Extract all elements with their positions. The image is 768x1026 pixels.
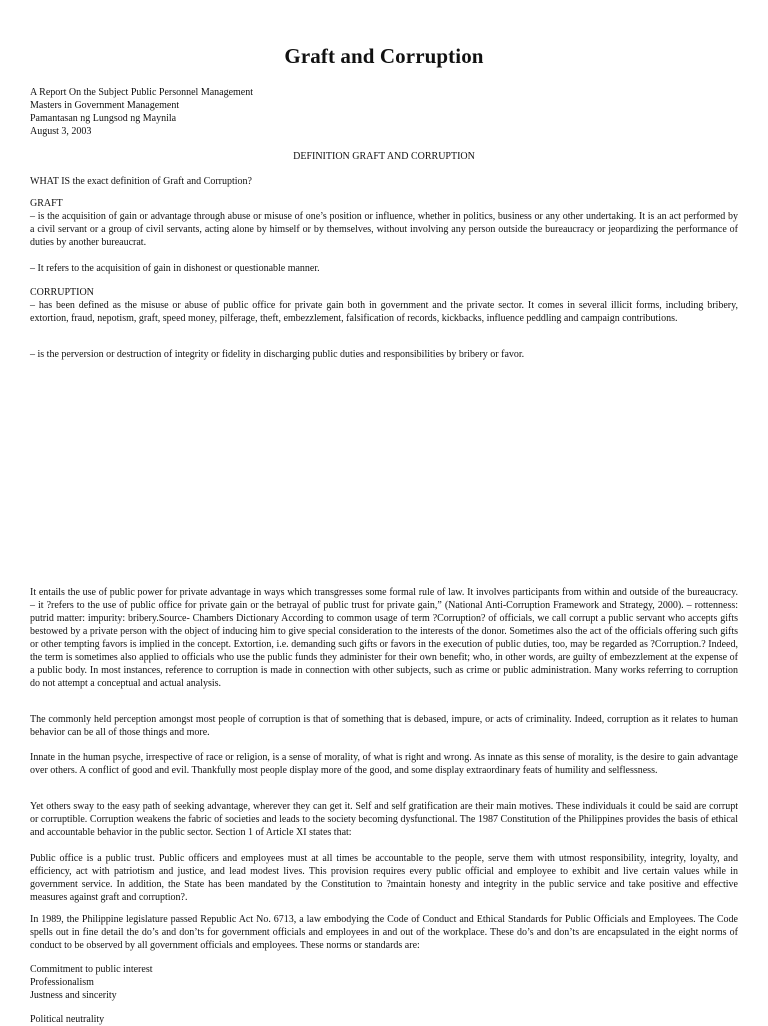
paragraph [30, 800, 738, 839]
graft-definition-2 [30, 262, 738, 275]
corruption-def2: – is the perversion or destruction of integrity or fidelity in discharging public duties and responsibilities by bribery or favor. [30, 349, 525, 360]
corruption-definition [30, 286, 738, 325]
meta-date: August 3, 2003 [30, 126, 92, 137]
document-title: Graft and Corruption [284, 44, 484, 68]
paragraph-text: Public office is a public trust. Public officers and employees must at all times be accountable to the people, serve them with utmost responsibility, integrity, loyalty, and efficiency, act with patriotism and justice, and lead modest lives. This provision requires every public official and employee to exhibit and live certain values while in government service. In addition, the State has been mandated by the Constitution to ?maintain honesty and integrity in the public service and take positive and effective measures against graft and corruption?. [30, 853, 738, 903]
meta-university: Pamantasan ng Lungsod ng Maynila [30, 113, 177, 124]
graft-def1: – is the acquisition of gain or advantage through abuse or misuse of one’s position or influence, whether in politics, business or any other undertaking. It is an act performed by a civil servant or a group of civil servants, acting alone by himself or by themselves, without involving any person outside the bureaucracy or jeopardizing the performance of duties by another bureaucrat. [30, 211, 738, 248]
corruption-label: CORRUPTION [30, 287, 94, 298]
norms-list [30, 963, 153, 1002]
list-item: Political neutrality [30, 1014, 105, 1025]
paragraph-text: In 1989, the Philippine legislature passed Republic Act No. 6713, a law embodying the Code of Conduct and Ethical Standards for Public Officials and Employees. The Code spells out in fine detail the do’s and don’ts for government officials and employees in and out of the workplace. These do’s and don’ts are encapsulated in the eight norms of conduct to be observed by all government officials and employees. These norms or standards are: [30, 914, 738, 951]
list-item: Commitment to public interest [30, 964, 153, 975]
meta-subject: A Report On the Subject Public Personnel Management [30, 87, 254, 98]
meta-program: Masters in Government Management [30, 100, 180, 111]
norms-list-continued [30, 1013, 104, 1026]
paragraph [30, 852, 738, 904]
question-text: WHAT IS the exact definition of Graft and Corruption? [30, 176, 252, 187]
corruption-definition-2 [30, 348, 738, 361]
graft-def2: – It refers to the acquisition of gain in dishonest or questionable manner. [30, 263, 320, 274]
question [30, 175, 738, 188]
section-heading: DEFINITION GRAFT AND CORRUPTION [293, 151, 475, 162]
corruption-def1: – has been defined as the misuse or abuse of public office for private gain both in government and the private sector. It comes in several illicit forms, including bribery, extortion, fraud, nepotism, graft, speed money, pilferage, theft, embezzlement, falsification of records, kickbacks, influence peddling and campaign contributions. [30, 300, 738, 324]
paragraph-text: It entails the use of public power for private advantage in ways which transgresses some formal rule of law. It involves participants from within and outside of the bureaucracy. – it ?refers to the use of public office for private gain or the betrayal of public trust for private gain,” (National Anti-Corruption Framework and Strategy, 2000). – rottenness: putrid matter: impurity: bribery.Source- Chambers Dictionary According to common usage of term ?Corruption? of officials, we call corrupt a public servant who accepts gifts bestowed by a private person with the object of inducing him to give special consideration to the interests of the donor. Sometimes also the act of the officials offering such gifts or other tempting favors is implied in the concept. Extortion, i.e. demanding such gifts or favors in the execution of public duties, too, may be regarded as ?Corruption.? Indeed, the term is sometimes also applied to officials who use the public funds they administer for their own benefit; who, in other words, are guilty of embezzlement at the expense of a public body. In most instances, reference to corruption is made in connection with other subjects, such as crime or public administration. Many works referring to corruption do not attempt a conceptual and actual analysis. [30, 587, 738, 689]
list-item: Professionalism [30, 977, 94, 988]
paragraph-text: Innate in the human psyche, irrespective of race or religion, is a sense of morality, of what is right and wrong. As innate as this sense of morality, is the desire to gain advantage over others. A conflict of good and evil. Thankfully most people display more of the good, and some display extraordinary feats of humility and selflessness. [30, 752, 738, 776]
graft-definition [30, 197, 738, 249]
report-meta [30, 86, 253, 138]
graft-label: GRAFT [30, 198, 63, 209]
paragraph [30, 913, 738, 952]
paragraph-text: Yet others sway to the easy path of seeking advantage, wherever they can get it. Self and self gratification are their main motives. These individuals it could be said are corrupt or corruptible. Corruption weakens the fabric of societies and leads to the society becoming dysfunctional. The 1987 Constitution of the Philippines provides the basis of ethical and accountable behavior in the public sector. Section 1 of Article XI states that: [30, 801, 738, 838]
paragraph [30, 713, 738, 739]
paragraph [30, 586, 738, 690]
list-item: Justness and sincerity [30, 990, 117, 1001]
paragraph-text: The commonly held perception amongst most people of corruption is that of something that is debased, impure, or acts of criminality. Indeed, corruption as it relates to human behavior can be all of those things and more. [30, 714, 738, 738]
paragraph [30, 751, 738, 777]
